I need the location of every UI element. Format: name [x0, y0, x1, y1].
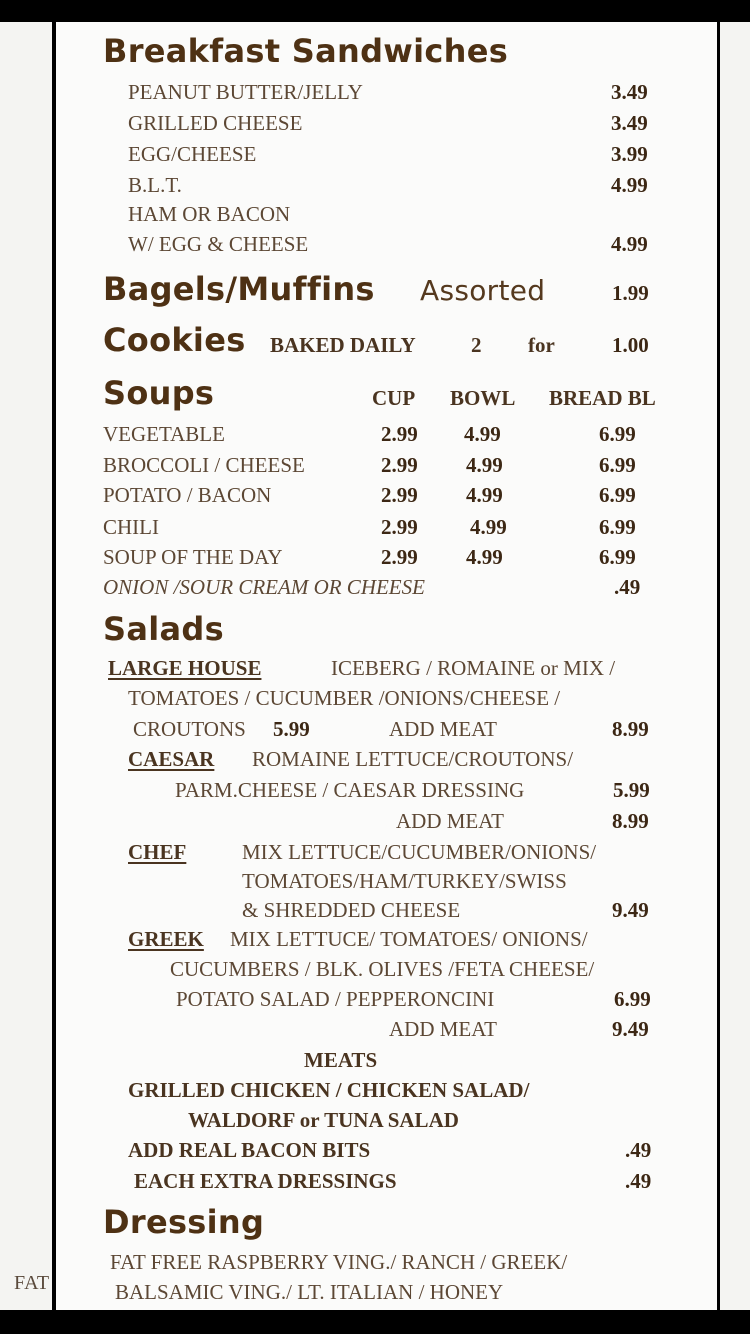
- cookies-for: for: [528, 333, 555, 357]
- meats-desc: GRILLED CHICKEN / CHICKEN SALAD/: [128, 1078, 530, 1102]
- section-title-breakfast: Breakfast Sandwiches: [103, 32, 509, 70]
- item-price: 3.49: [611, 111, 648, 135]
- soup-cup-price: 2.99: [381, 515, 418, 539]
- cookies-note: BAKED DAILY: [270, 333, 416, 357]
- add-meat-label: ADD MEAT: [389, 717, 497, 741]
- bagels-note: Assorted: [420, 274, 546, 307]
- salad-name-chef: CHEF: [128, 840, 187, 864]
- extra-dressing: EACH EXTRA DRESSINGS: [134, 1169, 397, 1193]
- section-title-dressing: Dressing: [103, 1203, 265, 1241]
- item-name: PEANUT BUTTER/JELLY: [128, 80, 363, 104]
- add-meat-price: 8.99: [612, 809, 649, 833]
- extra-dressing-price: .49: [625, 1169, 652, 1193]
- salad-desc: PARM.CHEESE / CAESAR DRESSING: [175, 778, 525, 802]
- column-header-bread-bowl: BREAD BL: [549, 386, 656, 410]
- item-name: GRILLED CHEESE: [128, 111, 303, 135]
- bagels-price: 1.99: [612, 281, 649, 305]
- salad-desc: MIX LETTUCE/ TOMATOES/ ONIONS/: [230, 927, 588, 951]
- soup-name: VEGETABLE: [103, 422, 225, 446]
- item-price: 4.99: [611, 232, 648, 256]
- salad-desc: POTATO SALAD / PEPPERONCINI: [176, 987, 495, 1011]
- soup-bowl-price: 4.99: [466, 453, 503, 477]
- item-price: 3.99: [611, 142, 648, 166]
- soup-bowl-price: 4.99: [466, 483, 503, 507]
- soup-cup-price: 2.99: [381, 483, 418, 507]
- soup-bowl-price: 4.99: [464, 422, 501, 446]
- item-name: W/ EGG & CHEESE: [128, 232, 309, 256]
- section-title-salads: Salads: [103, 610, 224, 648]
- extra-bacon-bits: ADD REAL BACON BITS: [128, 1138, 371, 1162]
- item-price: 4.99: [611, 173, 648, 197]
- soup-bread-price: 6.99: [599, 422, 636, 446]
- dressing-list: BALSAMIC VING./ LT. ITALIAN / HONEY: [115, 1280, 504, 1304]
- soup-topping: ONION /SOUR CREAM OR CHEESE: [103, 575, 425, 599]
- salad-desc: CUCUMBERS / BLK. OLIVES /FETA CHEESE/: [170, 957, 595, 981]
- soup-bread-price: 6.99: [599, 545, 636, 569]
- salad-desc: & SHREDDED CHEESE: [242, 898, 461, 922]
- item-name: EGG/CHEESE: [128, 142, 257, 166]
- soup-cup-price: 2.99: [381, 422, 418, 446]
- salad-desc: ICEBERG / ROMAINE or MIX /: [331, 656, 616, 680]
- salad-name-caesar: CAESAR: [128, 747, 215, 771]
- item-name: B.L.T.: [128, 173, 182, 197]
- dressing-list: FAT FREE RASPBERRY VING./ RANCH / GREEK/: [110, 1250, 568, 1274]
- soup-name: CHILI: [103, 515, 159, 539]
- salad-price: 5.99: [613, 778, 650, 802]
- left-page-strip: [0, 22, 52, 1310]
- soup-name: POTATO / BACON: [103, 483, 272, 507]
- edge-text: FAT: [14, 1272, 50, 1294]
- section-title-cookies: Cookies: [103, 321, 246, 359]
- add-meat-price: 9.49: [612, 1017, 649, 1041]
- salad-desc: TOMATOES / CUCUMBER /ONIONS/CHEESE /: [128, 686, 561, 710]
- soup-topping-price: .49: [614, 575, 641, 599]
- cookies-price: 1.00: [612, 333, 649, 357]
- salad-desc: CROUTONS: [133, 717, 246, 741]
- soup-cup-price: 2.99: [381, 453, 418, 477]
- extra-bacon-bits-price: .49: [625, 1138, 652, 1162]
- salad-desc: TOMATOES/HAM/TURKEY/SWISS: [242, 869, 567, 893]
- add-meat-label: ADD MEAT: [389, 1017, 497, 1041]
- salad-price: 5.99: [273, 717, 310, 741]
- salad-name-large-house: LARGE HOUSE: [108, 656, 262, 680]
- soup-bowl-price: 4.99: [470, 515, 507, 539]
- column-header-bowl: BOWL: [450, 386, 516, 410]
- menu-page: [56, 22, 717, 1310]
- soup-name: SOUP OF THE DAY: [103, 545, 283, 569]
- salad-name-greek: GREEK: [128, 927, 204, 951]
- section-title-soups: Soups: [103, 374, 215, 412]
- soup-bread-price: 6.99: [599, 453, 636, 477]
- item-price: 3.49: [611, 80, 648, 104]
- meats-desc: WALDORF or TUNA SALAD: [188, 1108, 459, 1132]
- soup-bread-price: 6.99: [599, 483, 636, 507]
- right-page-strip: [720, 22, 750, 1310]
- soup-cup-price: 2.99: [381, 545, 418, 569]
- section-title-bagels: Bagels/Muffins: [103, 270, 375, 308]
- item-name: HAM OR BACON: [128, 202, 291, 226]
- soup-bowl-price: 4.99: [466, 545, 503, 569]
- column-header-cup: CUP: [372, 386, 416, 410]
- meats-title: MEATS: [304, 1048, 378, 1072]
- add-meat-price: 8.99: [612, 717, 649, 741]
- salad-price: 6.99: [614, 987, 651, 1011]
- add-meat-label: ADD MEAT: [396, 809, 504, 833]
- soup-name: BROCCOLI / CHEESE: [103, 453, 305, 477]
- soup-bread-price: 6.99: [599, 515, 636, 539]
- salad-desc: MIX LETTUCE/CUCUMBER/ONIONS/: [242, 840, 597, 864]
- salad-price: 9.49: [612, 898, 649, 922]
- cookies-qty: 2: [471, 333, 482, 357]
- salad-desc: ROMAINE LETTUCE/CROUTONS/: [252, 747, 574, 771]
